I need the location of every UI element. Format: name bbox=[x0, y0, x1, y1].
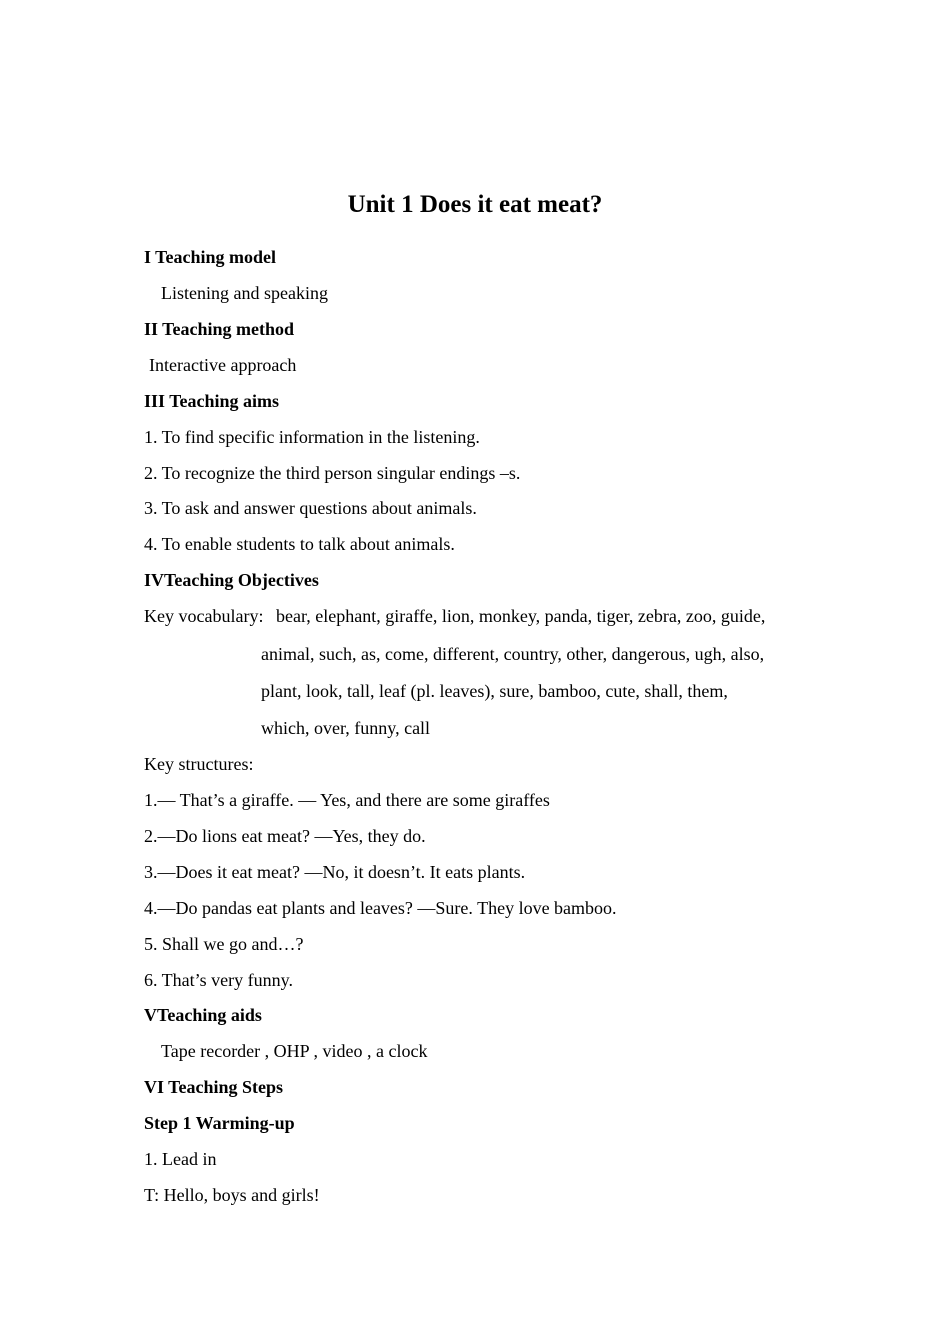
heading-step-1: Step 1 Warming-up bbox=[144, 1113, 295, 1133]
key-vocabulary-line: which, over, funny, call bbox=[261, 718, 431, 738]
heading-teaching-objectives: IVTeaching Objectives bbox=[144, 570, 319, 590]
structure-item: 6. That’s very funny. bbox=[144, 970, 293, 990]
aim-item: 1. To find specific information in the listening. bbox=[144, 427, 480, 447]
heading-teaching-aims: III Teaching aims bbox=[144, 391, 280, 411]
text-teaching-aids: Tape recorder , OHP , video , a clock bbox=[161, 1041, 428, 1061]
key-vocabulary-line: bear, elephant, giraffe, lion, monkey, panda, tiger, zebra, zoo, guide, bbox=[276, 606, 766, 626]
lead-in-label: 1. Lead in bbox=[144, 1149, 217, 1169]
structure-item: 2.—Do lions eat meat? —Yes, they do. bbox=[144, 826, 426, 846]
aim-item: 4. To enable students to talk about animals. bbox=[144, 534, 455, 554]
heading-teaching-method: II Teaching method bbox=[144, 319, 295, 339]
heading-teaching-steps: VI Teaching Steps bbox=[144, 1077, 284, 1097]
structure-item: 3.—Does it eat meat? —No, it doesn’t. It eats plants. bbox=[144, 862, 526, 882]
structure-item: 5. Shall we go and…? bbox=[144, 934, 304, 954]
structure-item: 1.— That’s a giraffe. — Yes, and there are some giraffes bbox=[144, 790, 550, 810]
text-teaching-method: Interactive approach bbox=[149, 355, 297, 375]
aim-item: 3. To ask and answer questions about animals. bbox=[144, 498, 477, 518]
key-structures-label: Key structures: bbox=[144, 754, 254, 774]
key-vocabulary-label: Key vocabulary: bbox=[144, 606, 264, 626]
document-title: Unit 1 Does it eat meat? bbox=[347, 191, 603, 218]
heading-teaching-model: I Teaching model bbox=[144, 247, 277, 267]
dialogue-line: T: Hello, boys and girls! bbox=[144, 1185, 320, 1205]
heading-teaching-aids: VTeaching aids bbox=[144, 1005, 262, 1025]
structure-item: 4.—Do pandas eat plants and leaves? —Sure. They love bamboo. bbox=[144, 898, 617, 918]
key-vocabulary-line: plant, look, tall, leaf (pl. leaves), sure, bamboo, cute, shall, them, bbox=[261, 681, 728, 701]
key-vocabulary-line: animal, such, as, come, different, country, other, dangerous, ugh, also, bbox=[261, 644, 765, 664]
text-teaching-model: Listening and speaking bbox=[161, 283, 328, 303]
aim-item: 2. To recognize the third person singular endings –s. bbox=[144, 463, 521, 483]
